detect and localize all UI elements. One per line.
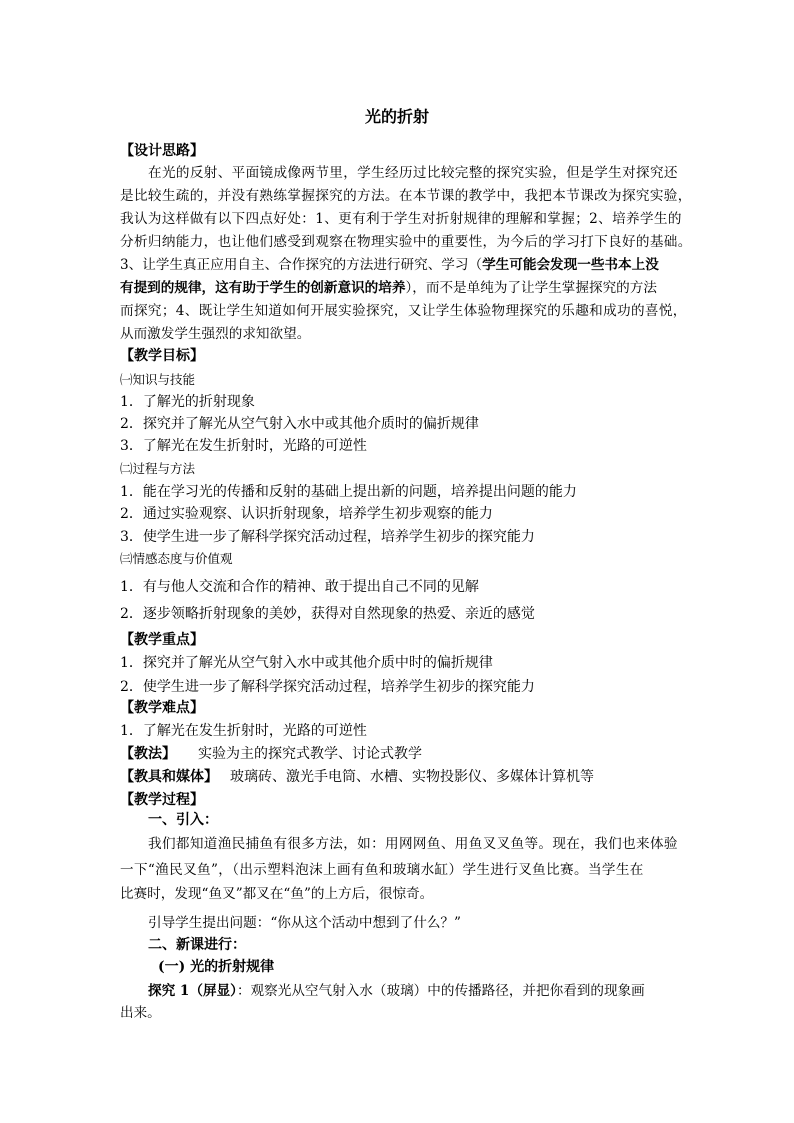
key-k2: 2．使学生进一步了解科学探究活动过程，培养学生初步的探究能力 xyxy=(120,679,535,695)
key-heading: 【教学重点】 xyxy=(120,632,204,648)
key-k1: 1．探究并了解光从空气射入水中或其他介质中时的偏折规律 xyxy=(120,655,493,671)
process-explore xyxy=(148,981,645,1001)
goals-e1: 1．有与他人交流和合作的精神、敢于提出自己不同的见解 xyxy=(120,579,479,595)
design-line-5 xyxy=(120,255,659,275)
process-intro: 一、引入： xyxy=(148,812,218,828)
design-line-6-bold: 有提到的规律，这有助于学生的创新意识的培养 xyxy=(120,280,406,296)
design-line-3: 我认为这样做有以下四点好处：1、更有利于学生对折射规律的理解和掌握；2、培养学生的 xyxy=(120,211,682,227)
method-heading: 【教法】 xyxy=(120,746,176,762)
design-line-7: 而探究；4、既让学生知道如何开展实验探究，又让学生体验物理探究的乐趣和成功的喜悦， xyxy=(120,303,687,319)
process-explore-line-2: 出来。 xyxy=(120,1005,161,1021)
design-line-4: 分析归纳能力，也让他们感受到观察在物理实验中的重要性，为今后的学习打下良好的基础。 xyxy=(120,234,692,250)
goals-p1: 1．能在学习光的传播和反射的基础上提出新的问题，培养提出问题的能力 xyxy=(120,484,577,500)
goals-sub-process: ㈡过程与方法 xyxy=(120,461,196,476)
design-line-1: 在光的反射、平面镜成像两节里，学生经历过比较完整的探究实验，但是学生对探究还 xyxy=(148,165,678,181)
process-explore-label: 探究 1（屏显） xyxy=(148,983,237,999)
goals-k3: 3．了解光在发生折射时，光路的可逆性 xyxy=(120,438,367,454)
goals-sub-emotion: ㈢情感态度与价值观 xyxy=(120,551,233,566)
process-sub: (一) 光的折射规律 xyxy=(158,959,275,975)
process-intro-line-1: 我们都知道渔民捕鱼有很多方法，如：用网网鱼、用鱼叉叉鱼等。现在，我们也来体验 xyxy=(148,836,678,852)
difficulty-heading: 【教学难点】 xyxy=(120,700,204,716)
design-line-5-text: 3、让学生真正应用自主、合作探究的方法进行研究、学习（ xyxy=(120,257,483,273)
process-new: 二、新课进行： xyxy=(148,937,246,953)
design-line-5-bold: 学生可能会发现一些书本上没 xyxy=(482,257,659,273)
design-line-8: 从而激发学生强烈的求知欲望。 xyxy=(120,326,311,342)
goals-sub-knowledge: ㈠知识与技能 xyxy=(120,372,196,387)
goals-k1: 1．了解光的折射现象 xyxy=(120,394,255,410)
process-heading: 【教学过程】 xyxy=(120,792,204,808)
tools-row xyxy=(120,767,594,787)
process-explore-text: ：观察光从空气射入水（玻璃）中的传播路径，并把你看到的现象画 xyxy=(236,983,645,999)
goals-e2: 2．逐步领略折射现象的美妙，获得对自然现象的热爱、亲近的感觉 xyxy=(120,606,535,622)
tools-text: 玻璃砖、激光手电筒、水槽、实物投影仪、多媒体计算机等 xyxy=(230,769,594,785)
design-line-6-text: ），而不是单纯为了让学生掌握探究的方法 xyxy=(405,280,657,296)
goals-p3: 3．使学生进一步了解科学探究活动过程，培养学生初步的探究能力 xyxy=(120,529,535,545)
goals-k2: 2．探究并了解光从空气射入水中或其他介质时的偏折规律 xyxy=(120,416,479,432)
process-question: 引导学生提出问题：“你从这个活动中想到了什么？” xyxy=(148,915,461,931)
design-line-6 xyxy=(120,278,657,298)
tools-heading: 【教具和媒体】 xyxy=(120,769,218,785)
method-text: 实验为主的探究式教学、讨论式教学 xyxy=(198,746,422,762)
design-line-2: 是比较生疏的，并没有熟练掌握探究的方法。在本节课的教学中，我把本节课改为探究实验， xyxy=(120,188,692,204)
method-row xyxy=(120,744,422,764)
goals-p2: 2．通过实验观察、认识折射现象，培养学生初步观察的能力 xyxy=(120,506,493,522)
process-intro-line-3: 比赛时，发现“鱼叉”都叉在“鱼”的上方后，很惊奇。 xyxy=(120,886,434,902)
difficulty-d1: 1．了解光在发生折射时，光路的可逆性 xyxy=(120,723,367,739)
goals-heading: 【教学目标】 xyxy=(120,348,204,364)
process-intro-line-2: 一下“渔民叉鱼”，（出示塑料泡沫上画有鱼和玻璃水缸）学生进行叉鱼比赛。当学生在 xyxy=(120,862,644,878)
design-heading: 【设计思路】 xyxy=(120,143,204,159)
page-title: 光的折射 xyxy=(364,107,429,126)
